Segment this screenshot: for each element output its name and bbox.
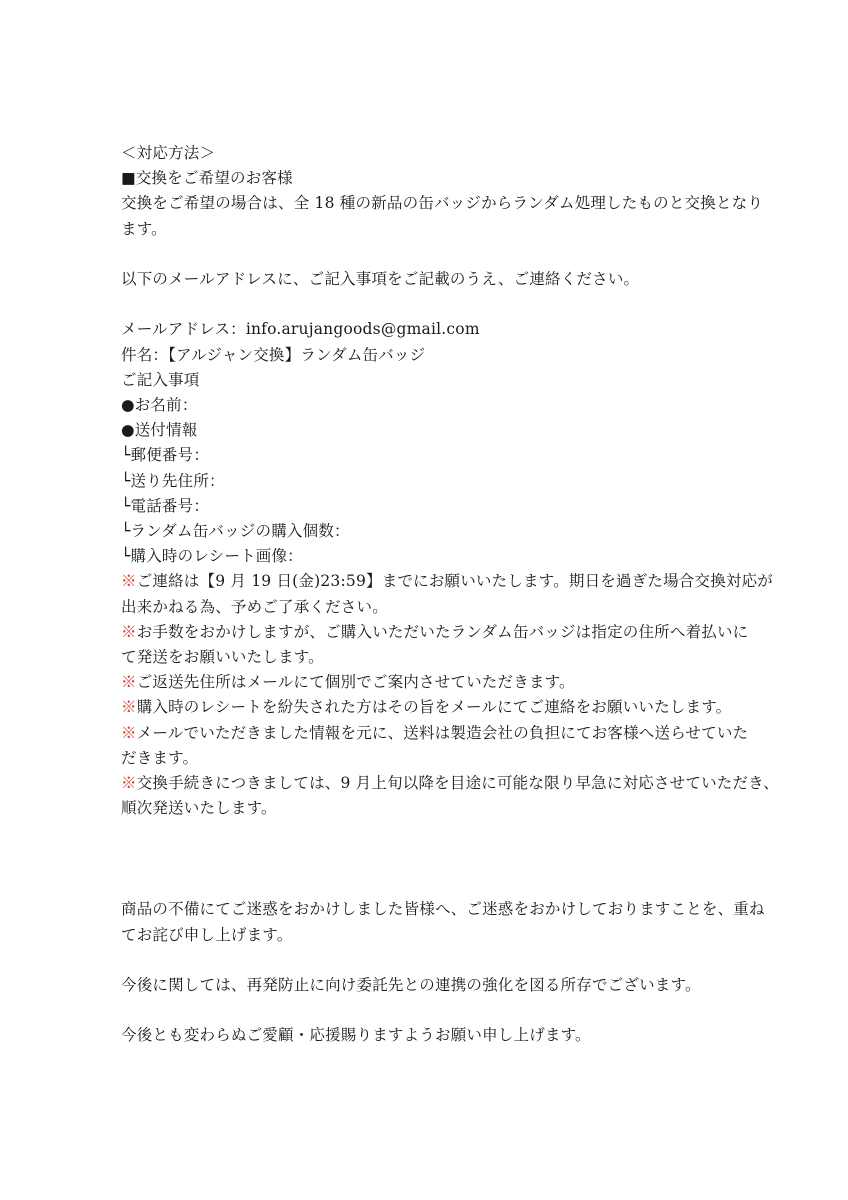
section-title: ■交換をご希望のお客様 — [121, 169, 293, 188]
field-shipping-info: ●送付情報 — [121, 421, 198, 440]
field-postal-code: └郵便番号： — [121, 446, 210, 465]
spacer — [121, 948, 731, 973]
document-body — [121, 141, 779, 1049]
note-cod-cont: て発送をお願いいたします。 — [121, 648, 324, 667]
intro-line-2: ます。 — [121, 219, 167, 238]
note-schedule-cont: 順次発送いたします。 — [121, 799, 277, 818]
note-deadline-cont: 出来かねる為、予めご了承ください。 — [121, 597, 388, 616]
note-deadline: ※ご連絡は【9 月 19 日(金)23:59】までにお願いいたします。期日を過ぎた場合交換対応が — [121, 572, 773, 591]
field-name: ●お名前： — [121, 396, 198, 414]
closing-apology-cont: てお詫び申し上げます。 — [121, 925, 293, 944]
note-mark: ※ — [121, 774, 137, 793]
note-return-address: ※ご返送先住所はメールにて個別でご案内させていただきます。 — [121, 673, 575, 692]
field-receipt-image: └購入時のレシート画像： — [121, 547, 303, 566]
field-purchase-count: └ランダム缶バッジの購入個数： — [121, 522, 350, 541]
note-mark: ※ — [121, 673, 137, 692]
field-address: └送り先住所： — [121, 471, 225, 490]
note-mark: ※ — [121, 723, 137, 742]
note-schedule: ※交換手続きにつきましては、9 月上旬以降を目途に可能な限り早急に対応させていただき、 — [121, 774, 779, 793]
note-mark: ※ — [121, 622, 137, 641]
note-mark: ※ — [121, 698, 137, 717]
note-lost-receipt: ※購入時のレシートを紛失された方はその旨をメールにてご連絡をお願いいたします。 — [121, 698, 732, 717]
spacer — [121, 242, 731, 267]
field-phone: └電話番号： — [121, 496, 210, 515]
note-mark: ※ — [121, 572, 137, 591]
note-shipping-cost: ※メールでいただきました情報を元に、送料は製造会社の負担にてお客様へ送らせていた — [121, 723, 749, 742]
heading: ＜対応方法＞ — [121, 144, 216, 162]
spacer — [121, 998, 731, 1023]
closing-apology: 商品の不備にてご迷惑をおかけしました皆様へ、ご迷惑をおかけしておりますことを、重ね — [121, 900, 765, 919]
instruction: 以下のメールアドレスに、ご記入事項をご記載のうえ、ご連絡ください。 — [121, 270, 640, 288]
note-shipping-cost-cont: だきます。 — [121, 748, 199, 767]
spacer — [121, 821, 731, 897]
closing-thanks: 今後とも変わらぬご愛顧・応援賜りますようお願い申し上げます。 — [121, 1026, 591, 1045]
closing-prevention: 今後に関しては、再発防止に向け委託先との連携の強化を図る所存でございます。 — [121, 976, 701, 995]
intro-line-1: 交換をご希望の場合は、全 18 種の新品の缶バッジからランダム処理したものと交換となり — [121, 194, 764, 213]
spacer — [121, 292, 731, 317]
fields-title: ご記入事項 — [121, 370, 200, 389]
note-cod: ※お手数をおかけしますが、ご購入いただいたランダム缶バッジは指定の住所へ着払いに — [121, 622, 749, 641]
subject-line: 件名：【アルジャン交換】ランダム缶バッジ — [121, 345, 426, 364]
email-line: メールアドレス：info.arujangoods@gmail.com — [121, 320, 480, 339]
